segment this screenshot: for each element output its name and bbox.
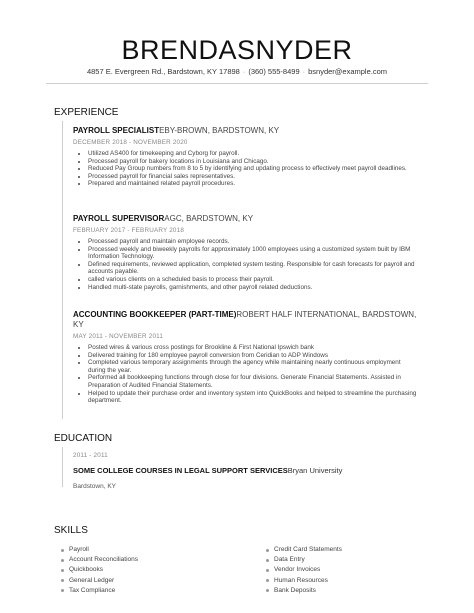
job-company: AGC, BARDSTOWN, KY	[164, 214, 254, 223]
job-title: PAYROLL SUPERVISOR	[73, 214, 165, 223]
job-bullets	[73, 238, 418, 291]
job-bullet: • Reduced Pay Group numbers from 8 to 5 by identifying and updating process to effectively meet payroll deadlines.	[88, 165, 418, 173]
experience-rule	[62, 121, 63, 419]
job-entry	[73, 214, 418, 291]
skill-item: Quickbooks	[61, 565, 138, 575]
header-divider	[46, 83, 428, 84]
skills-heading: SKILLS	[54, 525, 88, 536]
education-rule	[62, 447, 63, 487]
education-school: Bryan University	[287, 466, 343, 475]
education-degree: SOME COLLEGE COURSES IN LEGAL SUPPORT SERVICES	[73, 466, 288, 475]
job-header	[73, 126, 418, 136]
skill-item: Human Resources	[266, 576, 342, 586]
candidate-name: BRENDASNYDER	[121, 35, 353, 65]
job-bullet: • Delivered training for 180 employee payroll conversion from Ceridian to ADP Windows	[88, 352, 418, 360]
skill-item: Account Reconciliations	[61, 555, 138, 565]
job-bullet: • Prepared and maintained related payroll procedures.	[88, 180, 418, 188]
education-location: Bardstown, KY	[73, 483, 116, 490]
job-entry	[73, 126, 418, 188]
job-title: PAYROLL SPECIALIST	[73, 126, 160, 135]
job-company: ROBERT HALF INTERNATIONAL, BARDSTOWN, KY	[73, 310, 417, 329]
job-dates: DECEMBER 2018 - NOVEMBER 2020	[73, 139, 188, 146]
skill-item: Vendor Invoices	[266, 565, 342, 575]
experience-heading: EXPERIENCE	[54, 107, 119, 118]
job-bullet: • Completed various temporary assignments through the agency while maintaining nearly continuous employment during the year.	[88, 359, 418, 374]
job-bullets	[73, 150, 418, 188]
job-bullet: • Utilized AS400 for timekeeping and Cyborg for payroll.	[88, 150, 418, 158]
phone: (360) 555-8499	[248, 67, 300, 76]
education-degree-line	[73, 466, 418, 475]
job-header	[73, 214, 418, 224]
job-bullet: • Helped to update their purchase order and inventory system into QuickBooks and helped to streamline the purchasing department.	[88, 390, 418, 405]
contact-line	[0, 67, 474, 76]
job-header	[73, 310, 418, 330]
job-bullet: • Posted wires & various cross postings for Brookline & First National Ipswich bank	[88, 344, 418, 352]
contact-separator: ·	[302, 67, 306, 76]
job-entry	[73, 310, 418, 405]
contact-separator: ·	[242, 67, 246, 76]
job-bullet: • Performed all bookkeeping functions through close for four divisions. Generate Financial Statements. Assisted in Preparation of Audited Financial Statements.	[88, 374, 418, 389]
job-title: ACCOUNTING BOOKKEEPER (PART-TIME)	[73, 310, 237, 319]
job-bullet: • Processed payroll and maintain employee records.	[88, 238, 418, 246]
job-bullet: • Processed payroll for bakery locations in Louisiana and Chicago.	[88, 158, 418, 166]
education-dates: 2011 - 2011	[73, 452, 108, 459]
job-bullet: • Handled multi-state payrolls, garnishments, and other payroll related deductions.	[88, 284, 418, 292]
skills-column-right	[258, 545, 342, 596]
skill-item: General Ledger	[61, 576, 138, 586]
job-company: EBY-BROWN, BARDSTOWN, KY	[159, 126, 280, 135]
skill-item: Tax Compliance	[61, 586, 138, 596]
skills-column-left	[53, 545, 138, 596]
email: bsnyder@example.com	[308, 67, 388, 76]
education-entry	[73, 452, 418, 490]
job-bullet: • Defined requirements, reviewed application, completed system testing. Responsible for cash forecasts for payroll and accounts payable.	[88, 261, 418, 276]
skill-item: Payroll	[61, 545, 138, 555]
job-dates: FEBRUARY 2017 - FEBRUARY 2018	[73, 227, 185, 234]
skill-item: Bank Deposits	[266, 586, 342, 596]
job-bullet: • Processed payroll for financial sales representatives.	[88, 173, 418, 181]
education-heading: EDUCATION	[54, 433, 113, 444]
address: 4857 E. Evergreen Rd., Bardstown, KY 17898	[86, 67, 240, 76]
job-bullet: • called various clients on a scheduled basis to process their payroll.	[88, 276, 418, 284]
skill-item: Data Entry	[266, 555, 342, 565]
job-dates: MAY 2011 - NOVEMBER 2011	[73, 333, 164, 340]
skill-item: Credit Card Statements	[266, 545, 342, 555]
job-bullet: • Processed weekly and biweekly payrolls for approximately 1000 employees using a customized system built by IBM Information Technology.	[88, 246, 418, 261]
job-bullets	[73, 344, 418, 405]
